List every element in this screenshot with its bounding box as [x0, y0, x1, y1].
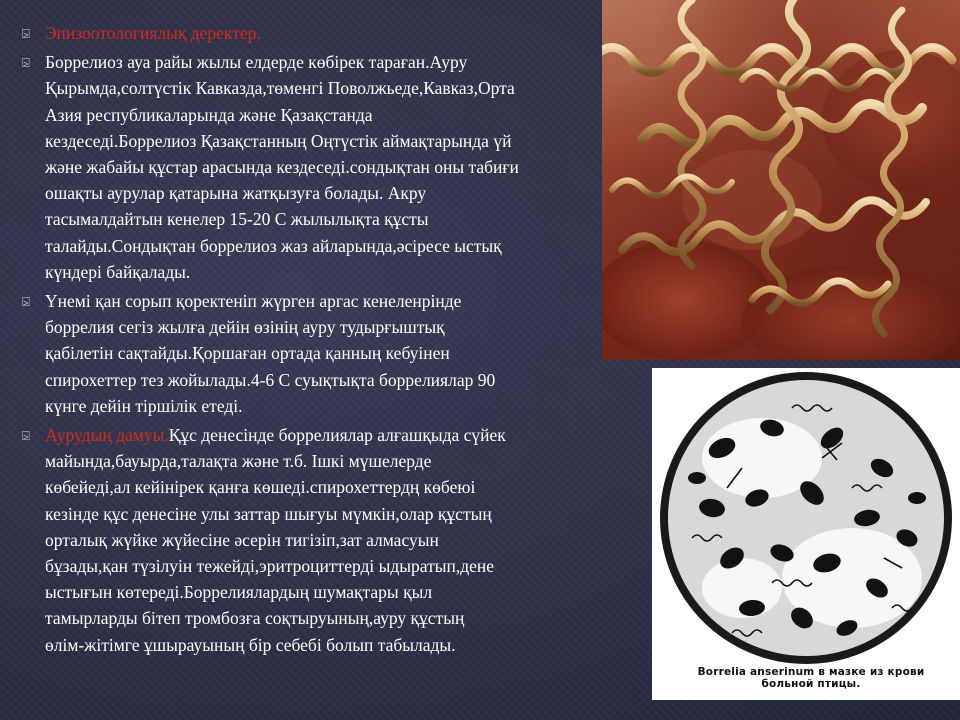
- microscope-field-illustration: [652, 368, 960, 668]
- paragraph-epizootology: [22, 20, 662, 46]
- paragraph-text: Құс денесінде боррелиялар алғашқыда сүйек майында,бауырда,талақта және т.б. Ішкі мүшелерде көбейеді,ал кейінірек қанға көшеді.спирохеттердң көбеюі кезінде құс денесіне улы заттар шығуы мүмкін,олар құстың орталық жүйке жүйесіне әсерін тигізіп,зат алмасуын бұзады,қан түзілуін тежейді,эритроциттерді ыдыратып,дене ыстығын көтереді.Боррелиялардың шумақтары қыл тамырларды бітеп тромбозға соқтыруының,ауру құстың өлім-жітімге ұшырауының бір себебі болып табылады.: [45, 425, 506, 655]
- bullet-icon: ⍄: [22, 429, 30, 445]
- image-caption: Borrelia anserinum в мазке из крови больной птицы.: [697, 666, 925, 690]
- bullet-icon: ⍄: [22, 295, 30, 311]
- bullet-icon: ⍄: [22, 56, 30, 72]
- paragraph-text: Үнемі қан сорып қоректеніп жүрген аргас кенеленрінде боррелия сегіз жылға дейін өзінің ауру тудырғыштық қабілетін сақтайды.Қоршаған ортада қанның кебуінен спирохеттер тез жойылады.4-6 С суықтықта боррелиялар 90 күнге дейін тіршілік етеді.: [45, 291, 496, 416]
- bullet-icon: ⍄: [22, 27, 30, 42]
- slide-body: [22, 20, 662, 661]
- blood-smear-micrograph: [652, 368, 960, 700]
- paragraph-survival: [22, 288, 662, 419]
- heading-epizootology: Эпизоотологиялық деректер.: [45, 23, 261, 43]
- paragraph-pathogenesis: [22, 422, 662, 658]
- paragraph-text: Боррелиоз ауа райы жылы елдерде көбірек тараған.Ауру Қырымда,солтүстік Кавказда,төменгі Поволжьеде,Кавказ,Орта Азия республикаларында және Қазақстанда кездеседі.Боррелиоз Қазақстанның Оңтүстік аймақтарында үй және жабайы құстар арасында кездеседі.сондықтан оны табиғи ошақты аурулар қатарына жатқызуға болады. Акру тасымалдайтын кенелер 15-20 С жылылықта құсты талайды.Сондықтан боррелиоз жаз айларында,әсіресе ыстық күндері байқалады.: [45, 52, 519, 282]
- paragraph-distribution: [22, 49, 662, 285]
- heading-pathogenesis: Аурудың дамуы.: [45, 425, 169, 446]
